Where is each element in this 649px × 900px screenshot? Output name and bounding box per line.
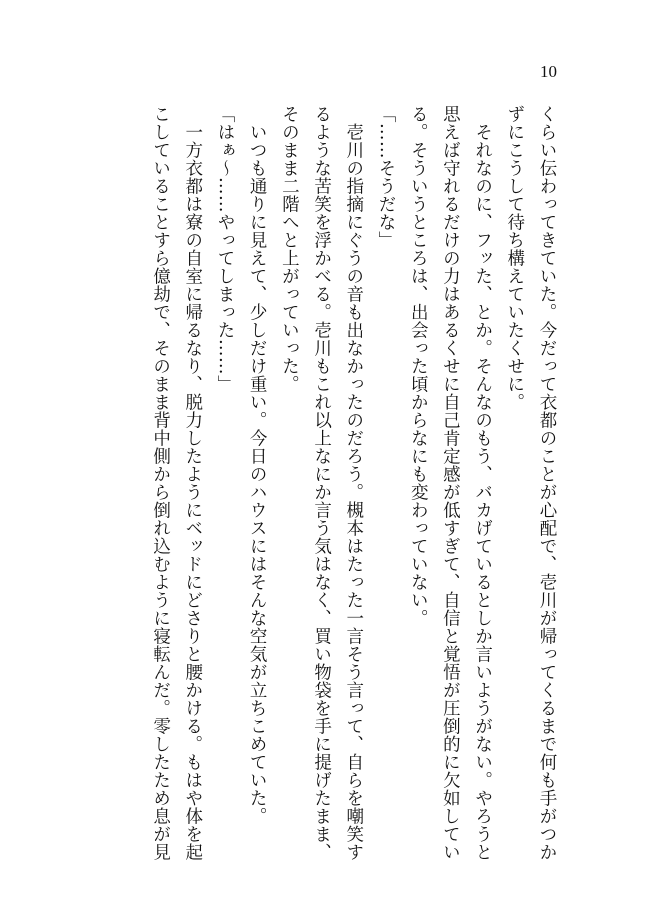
text-line: くらい伝わってきていた。今だって衣都のことが心配で、壱川が帰ってくるまで何も手がつか <box>537 105 557 861</box>
text-line: そのまま二階へと上がっていった。 <box>279 105 300 393</box>
text-line: それなのに、フッた、とか。そんなのもう、バカげているとしか言いようがない。やろうと <box>472 105 493 861</box>
text-line: る。そういうところは、出会った頃からなにも変わっていない。 <box>408 105 429 627</box>
text-line: るような苦笑を浮かべる。壱川もこれ以上なにか言う気はなく、買い物袋を手に提げたまま、 <box>311 105 332 861</box>
text-line: 壱川の指摘にぐうの音も出なかったのだろう。槻本はたった一言そう言って、自らを嘲笑す <box>343 105 364 861</box>
text-line: 「……そうだな」 <box>375 105 396 249</box>
text-line: いつも通りに見えて、少しだけ重い。今日のハウスにはそんな空気が立ちこめていた。 <box>247 105 268 825</box>
text-line: ずにこうして待ち構えていたくせに。 <box>504 105 525 411</box>
page-number: 10 <box>540 62 557 81</box>
text-line: 「はぁ～……やってしまった……」 <box>214 105 235 393</box>
text-line: 思えば守れるだけの力はあるくせに自己肯定感が低すぎて、自信と覚悟が圧倒的に欠如してい <box>440 105 461 861</box>
vertical-text-body <box>113 105 563 861</box>
text-line: 一方衣都は寮の自室に帰るなり、脱力したようにベッドにどさりと腰かける。もはや体を起 <box>182 105 203 861</box>
text-line: こしていることすら億劫で、そのまま背中側から倒れ込むように寝転んだ。零したため息が見 <box>150 105 171 861</box>
